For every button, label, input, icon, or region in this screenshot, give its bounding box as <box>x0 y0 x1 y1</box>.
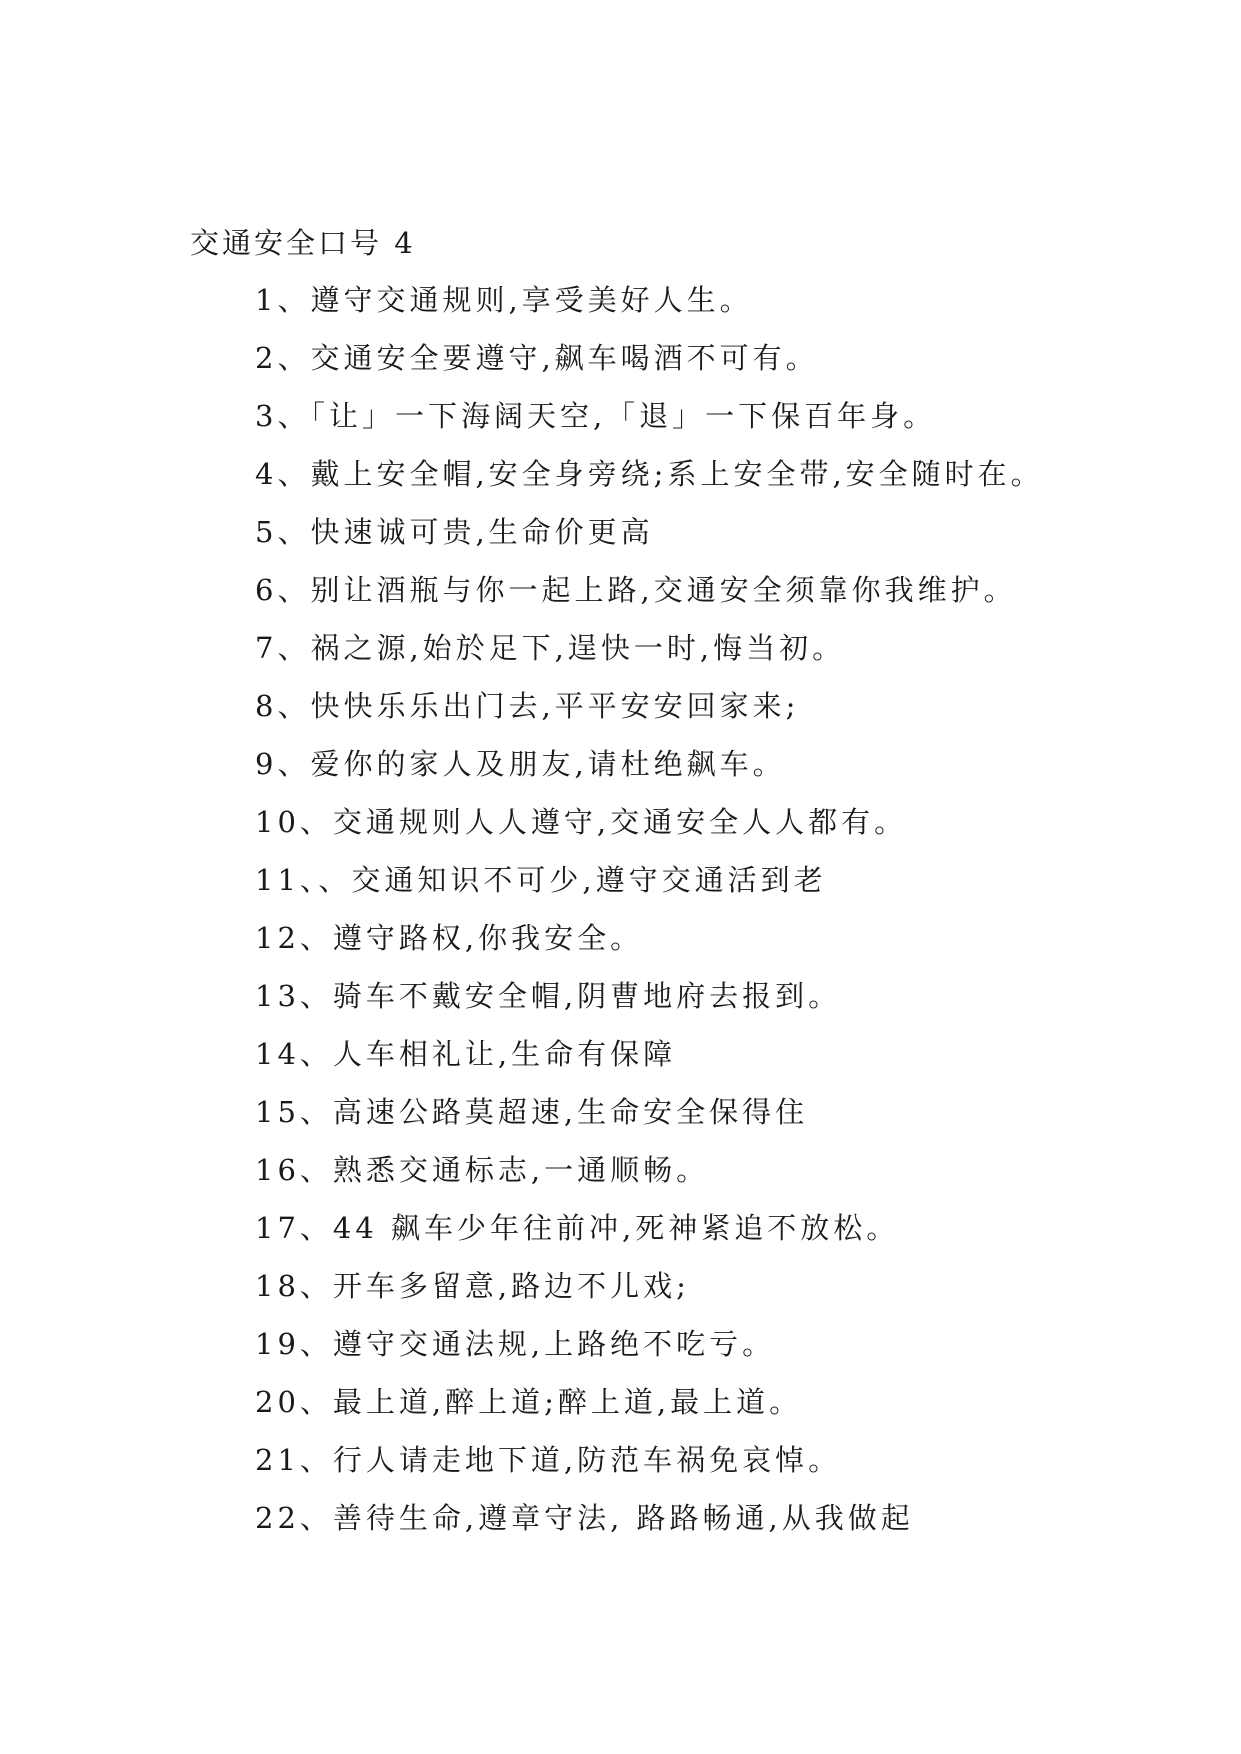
slogan-item: 8、快快乐乐出门去,平平安安回家来; <box>255 689 800 723</box>
slogan-item: 19、遵守交通法规,上路绝不吃亏。 <box>255 1327 776 1361</box>
slogan-item: 4、戴上安全帽,安全身旁绕;系上安全带,安全随时在。 <box>255 457 1044 491</box>
slogan-item: 1、遵守交通规则,享受美好人生。 <box>255 283 753 317</box>
slogan-item: 5、快速诚可贵,生命价更高 <box>255 515 654 549</box>
slogan-list <box>255 280 1044 1556</box>
slogan-item: 16、熟悉交通标志,一通顺畅。 <box>255 1153 710 1187</box>
slogan-item: 9、爱你的家人及朋友,请杜绝飙车。 <box>255 747 786 781</box>
slogan-item: 21、行人请走地下道,防范车祸免哀悼。 <box>255 1443 842 1477</box>
slogan-item: 15、高速公路莫超速,生命安全保得住 <box>255 1095 809 1129</box>
slogan-item: 7、祸之源,始於足下,逞快一时,悔当初。 <box>255 631 846 665</box>
slogan-item: 2、交通安全要遵守,飙车喝酒不可有。 <box>255 341 819 375</box>
slogan-item: 12、遵守路权,你我安全。 <box>255 921 644 955</box>
slogan-item: 3、「让」一下海阔天空,「退」一下保百年身。 <box>255 399 937 433</box>
slogan-item: 17、44 飙车少年往前冲,死神紧追不放松。 <box>255 1211 900 1245</box>
slogan-item: 10、交通规则人人遵守,交通安全人人都有。 <box>255 805 908 839</box>
slogan-item: 22、善待生命,遵章守法, 路路畅通,从我做起 <box>255 1501 914 1535</box>
slogan-item: 13、骑车不戴安全帽,阴曹地府去报到。 <box>255 979 842 1013</box>
slogan-item: 20、最上道,醉上道;醉上道,最上道。 <box>255 1385 803 1419</box>
slogan-item: 14、人车相礼让,生命有保障 <box>255 1037 677 1071</box>
slogan-item: 6、别让酒瓶与你一起上路,交通安全须靠你我维护。 <box>255 573 1017 607</box>
slogan-item: 18、开车多留意,路边不儿戏; <box>255 1269 690 1303</box>
slogan-item: 11、、交通知识不可少,遵守交通活到老 <box>255 863 827 897</box>
document-title: 交通安全口号 4 <box>190 226 416 260</box>
